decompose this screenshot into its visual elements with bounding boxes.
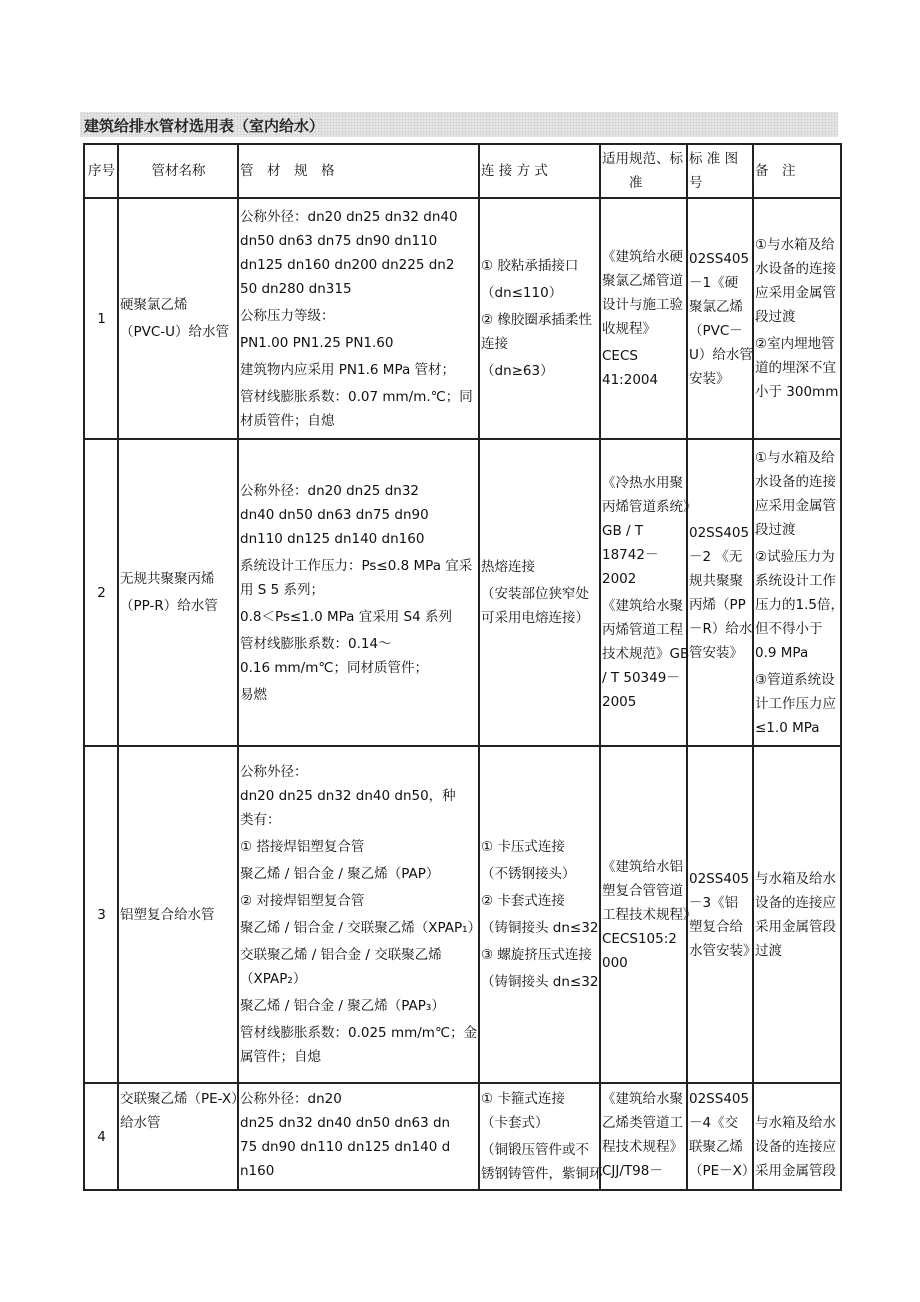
text-line: 丙烯（PP bbox=[689, 596, 746, 613]
text-line: ① 胶粘承插接口 bbox=[481, 258, 579, 274]
text-line: －3《铝 bbox=[689, 894, 739, 911]
text-line: －4《交 bbox=[689, 1115, 739, 1131]
text-line: 《建筑给水硬 bbox=[602, 249, 683, 265]
text-line: （铜锻压管件或不 bbox=[481, 1142, 589, 1158]
text-line: dn25 dn32 dn40 dn50 dn63 dn bbox=[240, 1115, 451, 1131]
text-line: 02SS405 bbox=[689, 524, 750, 541]
text-line: 水管安装》 bbox=[689, 942, 757, 959]
text-line: 工程技术规程》 bbox=[602, 906, 697, 923]
text-line: 《建筑给水铝 bbox=[602, 858, 683, 875]
header-text: 号 bbox=[689, 175, 703, 191]
header-text: 适用规范、标 bbox=[602, 151, 683, 167]
paragraph bbox=[481, 555, 599, 579]
text-line: 02SS405 bbox=[689, 250, 750, 267]
paragraph bbox=[602, 471, 697, 591]
header-text: 标 准 图 bbox=[689, 151, 739, 167]
text-line: 可采用电熔连接） bbox=[481, 610, 589, 626]
paragraph bbox=[755, 867, 840, 963]
text-line: 段过渡 bbox=[755, 521, 796, 538]
text-line: 给水管 bbox=[120, 1115, 161, 1131]
paragraph bbox=[755, 545, 844, 665]
text-line: dn20 dn25 dn32 dn40 dn50，种 bbox=[240, 788, 456, 804]
text-line: 采用金属管段 bbox=[755, 1163, 836, 1179]
text-line: PN1.00 PN1.25 PN1.60 bbox=[240, 334, 394, 351]
text-line: 《冷热水用聚 bbox=[602, 475, 683, 491]
text-line: 000 bbox=[602, 954, 628, 971]
pipe-name-cell bbox=[118, 439, 238, 746]
text-line: （dn≤110） bbox=[481, 285, 563, 301]
applicable-standard-cell bbox=[600, 439, 697, 746]
paragraph bbox=[602, 245, 686, 341]
paragraph bbox=[240, 205, 478, 301]
text-line: 聚氯乙烯管道 bbox=[602, 273, 683, 289]
text-line: ①与水箱及给 bbox=[755, 449, 835, 466]
text-line: 压力的1.5倍， bbox=[755, 596, 844, 613]
text-line: （PVC－ bbox=[689, 322, 743, 339]
paragraph bbox=[240, 994, 478, 1018]
text-line: 无规共聚聚丙烯 bbox=[120, 571, 215, 587]
paragraph bbox=[481, 582, 599, 630]
header-connection-method bbox=[479, 144, 600, 198]
text-line: dn110 dn125 dn140 dn160 bbox=[240, 530, 425, 547]
paragraph bbox=[689, 247, 752, 391]
text-line: （铸铜接头 dn≤32 bbox=[481, 974, 599, 990]
remarks-cell bbox=[753, 1083, 841, 1190]
serial-number-cell bbox=[84, 439, 118, 746]
text-line: 应采用金属管 bbox=[755, 285, 836, 301]
document-title: 建筑给排水管材选用表（室内给水） bbox=[84, 117, 325, 135]
text-line: 丙烯管道系统》 bbox=[602, 499, 697, 515]
text-line: 聚乙烯 / 铝合金 / 交联聚乙烯（XPAP₁） bbox=[240, 920, 482, 936]
paragraph bbox=[481, 916, 599, 940]
text-line: 水设备的连接 bbox=[755, 261, 836, 277]
paragraph bbox=[755, 668, 840, 740]
serial-number-cell bbox=[84, 1083, 118, 1190]
text-line: 0.8＜Ps≤1.0 MPa 宜采用 S4 系列 bbox=[240, 608, 452, 625]
text-line: －2 《无 bbox=[689, 548, 743, 565]
header-pipe-spec bbox=[238, 144, 479, 198]
paragraph bbox=[755, 332, 840, 404]
table-row bbox=[84, 746, 841, 1083]
applicable-standard-cell bbox=[600, 746, 697, 1083]
paragraph bbox=[481, 359, 599, 383]
pipe-name-cell bbox=[118, 746, 238, 1083]
paragraph bbox=[240, 331, 478, 355]
text-line: 交联聚乙烯（PE-X） bbox=[120, 1091, 245, 1107]
text-line: ③ 螺旋挤压式连接 bbox=[481, 947, 592, 963]
pipe-spec-cell bbox=[238, 746, 482, 1083]
text-line: 管安装》 bbox=[689, 644, 743, 661]
remarks-cell bbox=[753, 198, 841, 439]
text-line: 设备的连接应 bbox=[755, 1139, 836, 1155]
text-line: 属管件；自熄 bbox=[240, 1049, 321, 1065]
text-line: 公称外径：dn20 dn25 dn32 bbox=[240, 482, 419, 499]
text-line: 《建筑给水聚 bbox=[602, 598, 683, 614]
document-title-bar bbox=[80, 112, 838, 137]
text-line: 应采用金属管 bbox=[755, 497, 836, 514]
text-line: 丙烯管道工程 bbox=[602, 622, 683, 638]
text-line: 热熔连接 bbox=[481, 559, 535, 575]
paragraph bbox=[602, 1087, 686, 1183]
pipe-spec-cell bbox=[238, 439, 479, 746]
header-text: 管材名称 bbox=[151, 163, 206, 179]
text-line: ② 橡胶圈承插柔性 bbox=[481, 312, 592, 328]
text-line: 公称外径： bbox=[240, 764, 308, 780]
pipe-spec-cell bbox=[238, 198, 479, 439]
text-line: 管材线膨胀系数：0.07 mm/m.℃；同 bbox=[240, 388, 473, 405]
text-line: －R）给水 bbox=[689, 620, 753, 637]
text-line: CECS105:2 bbox=[602, 930, 677, 947]
text-line: （PE－X） bbox=[689, 1163, 756, 1179]
text-line: 过渡 bbox=[755, 942, 782, 959]
text-line: U）给水管 bbox=[689, 346, 753, 363]
paragraph bbox=[240, 1021, 478, 1069]
table-row bbox=[84, 439, 841, 746]
pipe-selection-table bbox=[83, 143, 842, 1191]
text-line: CJJ/T98－ bbox=[602, 1163, 663, 1179]
text-line: 段过渡 bbox=[755, 309, 796, 325]
standard-atlas-cell bbox=[687, 198, 753, 439]
paragraph bbox=[755, 1087, 840, 1183]
paragraph bbox=[240, 862, 478, 886]
text-line: （卡套式） bbox=[481, 1115, 549, 1131]
header-text: 管 材 规 格 bbox=[240, 163, 335, 179]
text-line: 02SS405 bbox=[689, 1091, 750, 1107]
text-line: 75 dn90 dn110 dn125 dn140 d bbox=[240, 1139, 451, 1155]
paragraph bbox=[240, 479, 478, 551]
text-line: 技术规范》GB bbox=[602, 646, 690, 662]
text-line: 50 dn280 dn315 bbox=[240, 280, 352, 297]
paragraph bbox=[755, 233, 840, 329]
text-line: 2002 bbox=[602, 571, 637, 587]
paragraph bbox=[240, 943, 478, 991]
text-line: n160 bbox=[240, 1163, 275, 1179]
text-line: 易燃 bbox=[240, 686, 267, 703]
text-line: （dn≥63） bbox=[481, 363, 554, 379]
text-line: （PP-R）给水管 bbox=[120, 598, 218, 614]
text-line: 联聚乙烯 bbox=[689, 1139, 743, 1155]
text-line: 采用金属管段 bbox=[755, 918, 836, 935]
connection-method-cell bbox=[479, 439, 600, 746]
header-standard-atlas bbox=[687, 144, 753, 198]
text-line: －1《硬 bbox=[689, 274, 739, 291]
text-line: 建筑物内应采用 PN1.6 MPa 管材； bbox=[240, 361, 456, 378]
text-line: （铸铜接头 dn≤32 bbox=[481, 920, 599, 936]
text-line: ②室内埋地管 bbox=[755, 336, 835, 352]
text-line: 《建筑给水聚 bbox=[602, 1091, 683, 1107]
text-line: 交联聚乙烯 / 铝合金 / 交联聚乙烯 bbox=[240, 947, 442, 963]
paragraph bbox=[689, 1087, 756, 1183]
standard-atlas-cell bbox=[687, 746, 757, 1083]
text-line: ② 卡套式连接 bbox=[481, 893, 565, 909]
text-line: ② 对接焊铝塑复合管 bbox=[240, 893, 365, 909]
text-line: 系统设计工作压力：Ps≤0.8 MPa 宜采 bbox=[240, 557, 473, 574]
text-line: 乙烯类管道工 bbox=[602, 1115, 683, 1131]
text-line: （XPAP₂） bbox=[240, 971, 307, 987]
connection-method-cell bbox=[479, 1083, 603, 1190]
paragraph bbox=[120, 293, 237, 317]
text-line: （PVC-U）给水管 bbox=[120, 324, 230, 340]
paragraph bbox=[240, 835, 478, 859]
header-text: 备 注 bbox=[755, 163, 796, 179]
header-remarks bbox=[753, 144, 841, 198]
text-line: （安装部位狭窄处 bbox=[481, 586, 589, 602]
table-row bbox=[84, 1083, 841, 1190]
paragraph bbox=[481, 1087, 599, 1135]
paragraph bbox=[120, 903, 237, 927]
connection-method-cell bbox=[479, 198, 600, 439]
text-line: ① 卡压式连接 bbox=[481, 839, 565, 855]
text-line: 02SS405 bbox=[689, 870, 750, 887]
text-line: 规共聚聚 bbox=[689, 572, 743, 589]
text-line bbox=[755, 1087, 840, 1111]
text-line: 管材线膨胀系数：0.025 mm/m℃；金 bbox=[240, 1025, 478, 1041]
paragraph bbox=[120, 594, 237, 618]
text-line: 公称外径：dn20 bbox=[240, 1091, 342, 1107]
paragraph bbox=[602, 855, 697, 975]
text-line: 类有： bbox=[240, 812, 281, 828]
paragraph bbox=[755, 446, 840, 542]
text-line: 聚氯乙烯 bbox=[689, 298, 743, 315]
text-line: 与水箱及给水 bbox=[755, 1115, 836, 1131]
text-line: 收规程》 bbox=[602, 321, 656, 337]
serial-number: 1 bbox=[97, 310, 106, 327]
remarks-cell bbox=[753, 439, 844, 746]
text-line: 与水箱及给水 bbox=[755, 870, 836, 887]
paragraph bbox=[481, 970, 599, 994]
header-text: 序号 bbox=[88, 163, 115, 179]
text-line: 聚乙烯 / 铝合金 / 聚乙烯（PAP₃） bbox=[240, 998, 445, 1014]
text-line: 用 S 5 系列； bbox=[240, 581, 325, 598]
text-line: dn125 dn160 dn200 dn225 dn2 bbox=[240, 256, 455, 273]
text-line: ②试验压力为 bbox=[755, 548, 835, 565]
paragraph bbox=[481, 943, 599, 967]
text-line: 塑复合给 bbox=[689, 918, 743, 935]
text-line: 程技术规程》 bbox=[602, 1139, 683, 1155]
paragraph bbox=[240, 1087, 478, 1183]
text-line: 安装》 bbox=[689, 370, 730, 387]
paragraph bbox=[120, 320, 237, 344]
text-line: ① 卡箍式连接 bbox=[481, 1091, 565, 1107]
connection-method-cell bbox=[479, 746, 600, 1083]
paragraph bbox=[240, 760, 478, 832]
text-line: 水设备的连接 bbox=[755, 473, 836, 490]
text-line: / T 50349－ bbox=[602, 670, 680, 686]
applicable-standard-cell bbox=[600, 198, 687, 439]
text-line: 道的埋深不宜 bbox=[755, 360, 836, 376]
pipe-name-cell bbox=[118, 1083, 245, 1190]
pipe-spec-cell bbox=[238, 1083, 479, 1190]
text-line: 硬聚氯乙烯 bbox=[120, 297, 188, 313]
serial-number: 4 bbox=[97, 1128, 106, 1145]
text-line: 材质管件；自熄 bbox=[240, 412, 335, 429]
paragraph bbox=[240, 605, 478, 629]
text-line: 管材线膨胀系数：0.14～ bbox=[240, 635, 392, 652]
header-text: 准 bbox=[602, 175, 643, 191]
text-line: ① 搭接焊铝塑复合管 bbox=[240, 839, 365, 855]
paragraph bbox=[240, 358, 478, 382]
header-pipe-name bbox=[118, 144, 238, 198]
paragraph bbox=[481, 281, 599, 305]
paragraph bbox=[120, 1087, 245, 1135]
table-row bbox=[84, 198, 841, 439]
text-line: 连接 bbox=[481, 336, 508, 352]
serial-number: 2 bbox=[97, 584, 106, 601]
text-line: 塑复合管管道 bbox=[602, 882, 683, 899]
paragraph bbox=[481, 254, 599, 278]
text-line: 公称压力等级： bbox=[240, 307, 335, 324]
text-line: 0.9 MPa bbox=[755, 644, 809, 661]
text-line: 锈钢铸管件，紫铜环 bbox=[481, 1166, 603, 1182]
paragraph bbox=[120, 567, 237, 591]
serial-number: 3 bbox=[97, 906, 106, 923]
text-line: 41:2004 bbox=[602, 372, 659, 388]
text-line: 设计与施工验 bbox=[602, 297, 683, 313]
paragraph bbox=[689, 867, 757, 963]
text-line: 公称外径：dn20 dn25 dn32 dn40 bbox=[240, 208, 458, 225]
paragraph bbox=[240, 632, 478, 680]
header-applicable-standard bbox=[600, 144, 687, 198]
paragraph bbox=[240, 304, 478, 328]
paragraph bbox=[240, 385, 478, 433]
standard-atlas-cell bbox=[687, 439, 753, 746]
paragraph bbox=[602, 594, 690, 714]
paragraph bbox=[481, 308, 599, 356]
text-line: 计工作压力应 bbox=[755, 695, 836, 712]
text-line: dn40 dn50 dn63 dn75 dn90 bbox=[240, 506, 429, 523]
paragraph bbox=[481, 889, 599, 913]
pipe-name-cell bbox=[118, 198, 238, 439]
text-line: CECS bbox=[602, 348, 638, 364]
text-line: 18742－ bbox=[602, 547, 659, 563]
text-line: ③管道系统设 bbox=[755, 671, 835, 688]
text-line: 0.16 mm/m℃；同材质管件； bbox=[240, 659, 429, 676]
serial-number-cell bbox=[84, 198, 118, 439]
text-line: 2005 bbox=[602, 694, 637, 710]
paragraph bbox=[481, 1138, 603, 1186]
text-line: 但不得小于 bbox=[755, 620, 823, 637]
paragraph bbox=[240, 916, 482, 940]
text-line: 铝塑复合给水管 bbox=[120, 906, 215, 923]
text-line: GB / T bbox=[602, 523, 644, 539]
text-line: ①与水箱及给 bbox=[755, 237, 835, 253]
paragraph bbox=[602, 344, 686, 392]
paragraph bbox=[240, 683, 478, 707]
text-line: ≤1.0 MPa bbox=[755, 719, 820, 736]
remarks-cell bbox=[753, 746, 841, 1083]
table-header-row bbox=[84, 144, 841, 198]
paragraph bbox=[689, 521, 752, 665]
serial-number-cell bbox=[84, 746, 118, 1083]
text-line: （不锈钢接头） bbox=[481, 866, 576, 882]
text-line: 小于 300mm bbox=[755, 384, 839, 400]
text-line: 设备的连接应 bbox=[755, 894, 836, 911]
standard-atlas-cell bbox=[687, 1083, 756, 1190]
text-line: 聚乙烯 / 铝合金 / 聚乙烯（PAP） bbox=[240, 866, 440, 882]
paragraph bbox=[481, 862, 599, 886]
paragraph bbox=[240, 889, 478, 913]
text-line: dn50 dn63 dn75 dn90 dn110 bbox=[240, 232, 438, 249]
text-line: 系统设计工作 bbox=[755, 572, 836, 589]
header-text: 连 接 方 式 bbox=[481, 163, 548, 179]
paragraph bbox=[481, 835, 599, 859]
paragraph bbox=[240, 554, 478, 602]
header-serial-number bbox=[84, 144, 118, 198]
applicable-standard-cell bbox=[600, 1083, 687, 1190]
